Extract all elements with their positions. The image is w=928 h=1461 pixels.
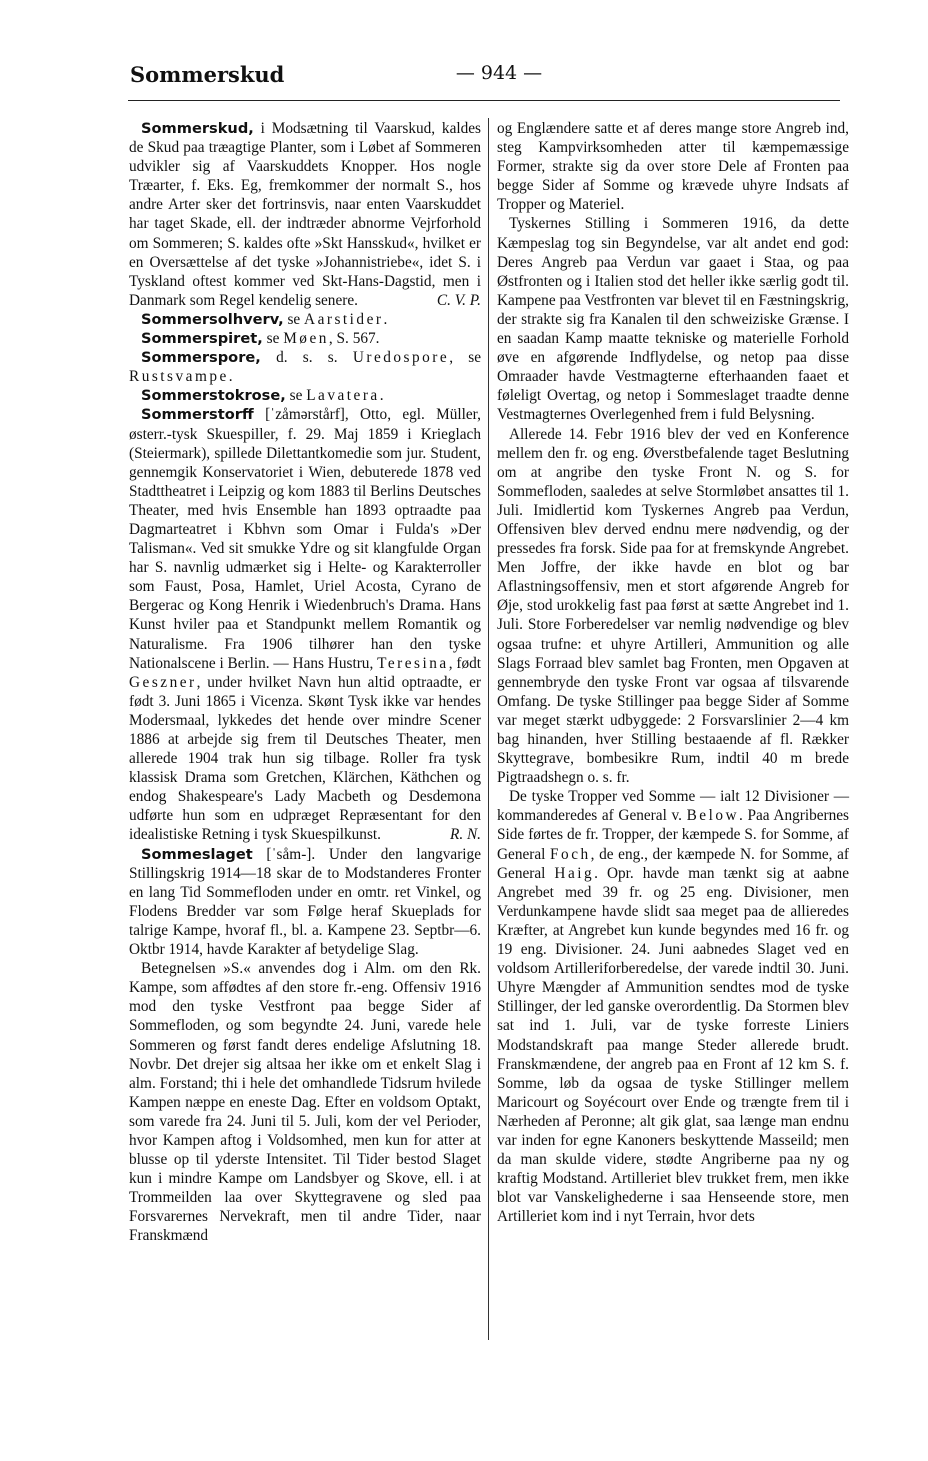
cross-reference: Uredospore	[352, 349, 450, 367]
entry-text: [ˈsåm-]. Under den langvarige Stillingskrig 1914—18 skar de to Modstanderes Fronter en lang Tid Sommefloden under en omtr. ret Vinkel, og Flodens Bredder var som Følge heraf Skueplads for talrige Kampe, hvoraf fl., bl. a. Kampene 23. Septbr—6. Oktbr 1914, havde Karakter af betydelige Slag.	[129, 845, 481, 959]
entry-text: .	[228, 368, 233, 386]
cross-reference: Rustsvampe	[129, 368, 229, 386]
headword: Sommerstorff	[141, 406, 254, 424]
entry-text: .	[383, 310, 388, 328]
cross-reference: Møen	[283, 330, 329, 348]
entry-text: . Paa Angribernes Side førtes de fr. Tropper, der kæmpede S. for Somme, af General	[497, 807, 850, 863]
entry-text: se	[285, 387, 307, 405]
entry-text: De tyske Tropper ved Somme — ialt 12 Divisioner — kommanderedes af General v.	[497, 788, 849, 825]
paragraph	[497, 787, 849, 1226]
running-head-word: Sommerskud	[130, 62, 285, 87]
author-signature: C. V. P.	[436, 291, 481, 309]
entry-text: . Opr. havde man tænkt sig at aabne Angrebet med 39 fr. og 25 eng. Divisioner, men Verdunkampene havde slidt saa meget paa de allieredes Kræfter, at Angrebet kun kunde begyndes med 16 fr. og 19 eng. Divisioner. 24. Juni aabnedes Slaget ved en voldsom Artilleriforberedelse, der varede indtil 30. Juni. Uhyre Mængder af Ammunition sendtes mod de tyske Stillinger, der led ganske overordentlig. Da Stormen blev sat ind 1. Juli, var de tyske forreste Liniers Modstandskraft paa mange Steder allerede brudt. Franskmændene, der angreb paa en Front af 12 km S. f. Somme, løb da ogsaa de tyske Stillinger mellem Maricourt og Soyécourt over Ende og trængte frem til i Nærheden af Peronne; alt gik glat, saa længe man endnu var inden for egne Kanoners beskyttende Masseild; men da man skulde videre, stødte Angriberne paa ny og kraftig Modstand. Artilleriet blev trukket frem, men ikke blot var Vanskelighederne i saa Henseende store, men Artilleriet kom ind i nyt Terrain, hvor dets	[497, 864, 850, 1226]
entry-text: i Modsætning til Vaarskud, kaldes de Skud paa træagtige Planter, som i Løbet af Sommeren udvikler sig af Vaarskuddets Knopper. Hos nogle Træarter, f. Eks. Eg, fremkommer der normalt S., hos andre Arter sker det fortrinsvis, naar enten Vaarskuddet har taget Skade, ell. der indtræder abnorme Vejrforhold om Sommeren; S. kaldes ofte »Skt Hansskud«, hvilket er en Oversættelse af det tyske »Johannistriebe«, idet S. i Tyskland oftest kommer ved Skt-Hans-Dagstid, men i Danmark som Regel kendelig senere.	[129, 120, 481, 309]
paragraph: Allerede 14. Febr 1916 blev der ved en Konference mellem den fr. og eng. Øverstbefalende taget Beslutning om at angribe den tyske Front N. og S. for Sommefloden, saaledes at selve Stormløbet ansattes til 1. Juli. Imidlertid kom Tyskernes Angreb paa Verdun, Offensiven blev derved endnu mere nødvendig, og der pressedes fra forsk. Side paa for at fremskynde Angrebet. Men Joffre, der ikke havde en blot og bar Aflastningsoffensiv, men et stort afgørende Angreb for Øje, stod urokkelig fast paa først at sætte Angrebet ind 1. Juli. Store Forberedelser var nemlig nødvendige og blev ogsaa trufne: et uhyre Artilleri, Ammunition og alle Slags Forraad blev samlet bag Fronten, men Opgaven at gennembryde den tyske Front var ogsaa af tilsvarende Omfang. De tyske Stillinger paa begge Sider af Somme var meget stærkt udbyggede: 2 Forsvarslinier 2—4 km bag hinanden, hver Stilling bestaaende af fl. Rækker Skyttegrave, bombesikre Rum, indtil 40 m brede Pigtraadshegn o. s. fr.	[497, 425, 849, 787]
header-rule	[128, 100, 840, 101]
headword: Sommerstokrose,	[141, 387, 286, 405]
entry-text: se	[262, 330, 284, 348]
paragraph-continued: og Englændere satte et af deres mange store Angreb ind, steg Kampvirksomheden atter til kæmpemæssige Former, strakte sig da over store Dele af Fronten paa begge Sider af Somme og krævede uhyre Indsats af Tropper og Materiel.	[497, 120, 849, 214]
paragraph: Tyskernes Stilling i Sommeren 1916, da dette Kæmpeslag tog sin Begyndelse, var alt andet end god: Deres Angreb paa Verdun var gaaet i Staa, og paa Østfronten og i Italien stod det heller ikke særlig godt til. Kampene paa Vestfronten var blevet til en Fæstningskrig, der strakte sig fra Kanalen til den schweiziske Grænse. I en saadan Kamp maatte tekniske og materielle Forhold øve en afgørende Indflydelse, og netop paa disse Omraader havde Vestmagterne efterhaanden faaet et føleligt Overtag, og netop i Sommeslaget traadte denne Vestmagternes Overlegenhed frem i fuld Belysning.	[497, 215, 849, 424]
entry-text: , født	[448, 654, 481, 672]
spaced-name: Geszner	[129, 673, 197, 691]
page-number: — 944 —	[455, 62, 543, 84]
headword: Sommeslaget	[141, 845, 253, 863]
spaced-name: Haig	[554, 864, 595, 882]
entry-sommerspiret	[129, 329, 481, 348]
right-column	[497, 119, 849, 1226]
page-header	[128, 60, 840, 92]
column-divider	[488, 118, 489, 1340]
spaced-name: Foch	[550, 845, 591, 863]
entry-sommerskud	[129, 119, 481, 310]
cross-reference: Aarstider	[304, 310, 384, 328]
entry-text: , se	[449, 349, 481, 367]
cross-reference: Lavatera	[306, 387, 380, 405]
entry-sommerspore	[129, 348, 481, 386]
headword: Sommerspiret,	[141, 330, 263, 348]
entry-text: , S. 567.	[328, 330, 380, 348]
headword: Sommerskud,	[141, 120, 254, 137]
entry-sommerstokrose	[129, 386, 481, 405]
entry-text: [ˈzåmərstårf], Otto, egl. Müller, østerr.-tysk Skuespiller, f. 29. Maj 1859 i Krieglach (Steiermark), spillede Dilettantkomedie som jur. Student, gennemgik Konservatoriet i Wien, debuterede 1878 ved Stadttheatret i Leipzig og kom 1883 til Berlins Deutsches Theater, med hvis Ensemble han 1893 optraadte paa Dagmarteatret i Kbhvn som Omar i Fulda's »Der Talisman«. Ved sit smukke Ydre og sit klangfulde Organ har S. navnlig udmærket sig i Helte- og Karakterroller som Faust, Posa, Hamlet, Uriel Acosta, Cyrano de Bergerac og Kong Henrik i Wiedenbruch's Drama. Hans Kunst hviler paa et Standpunkt mellem Romantik og Naturalisme. Fra 1906 tilhører han den tyske Nationalscene i Berlin. — Hans Hustru,	[129, 406, 481, 672]
spaced-name: Teresina	[377, 654, 449, 672]
paragraph: Betegnelsen »S.« anvendes dog i Alm. om den Rk. Kampe, som affødtes af den store fr.-eng. Offensiv 1916 mod den tyske Vestfront paa begge Sider af Sommefloden, og som begyndte 24. Juni, varede hele Sommeren og først fandt deres endelige Afslutning 18. Novbr. Det drejer sig altsaa her ikke om et enkelt Slag i alm. Forstand; thi i hele det omhandlede Tidsrum hvilede Kampen næppe en eneste Dag. Efter en voldsom Optakt, som varede fra 24. Juni til 5. Juli, kom der vel Perioder, hvor Kampen aftog i Voldsomhed, men kun for atter at blusse op til yderste Intensitet. Til Tider bestod Slaget kun i mindre Kampe om Landsbyer og Skove, ell. i at Trommeilden laa over Skyttegravene og sled paa Forsvarernes Nervekraft, men til andre Tider, naar Franskmænd	[129, 960, 481, 1245]
spaced-name: Below	[686, 807, 740, 825]
author-signature: R. N.	[449, 826, 481, 844]
entry-text: se	[283, 310, 305, 328]
headword: Sommersolhverv,	[141, 310, 284, 328]
left-column	[129, 119, 481, 1246]
headword: Sommerspore,	[141, 349, 261, 367]
entry-sommersolhverv	[129, 310, 481, 329]
entry-text: d. s. s.	[260, 349, 353, 367]
entry-sommeslaget	[129, 845, 481, 960]
entry-sommerstorff	[129, 405, 481, 844]
entry-text: , de eng., der kæmpede N. for Somme, af General	[497, 845, 850, 882]
entry-text: , under hvilket Navn hun altid optraadte, er født 3. Juni 1865 i Vicenza. Skønt Tysk ikke var hendes Modersmaal, lykkedes det hende over mindre Scener 1886 at arbejde sig frem til Deutsches Theater, men allerede 1904 trak hun sig tilbage. Roller fra tysk klassisk Drama som Gretchen, Klärchen, Käthchen og endog Shakespeare's Lady Macbeth og Desdemona udførte hun som en udpræget Repræsentant for den idealistiske Retning i tysk Skuespilkunst.	[129, 673, 481, 844]
entry-text: .	[379, 387, 384, 405]
